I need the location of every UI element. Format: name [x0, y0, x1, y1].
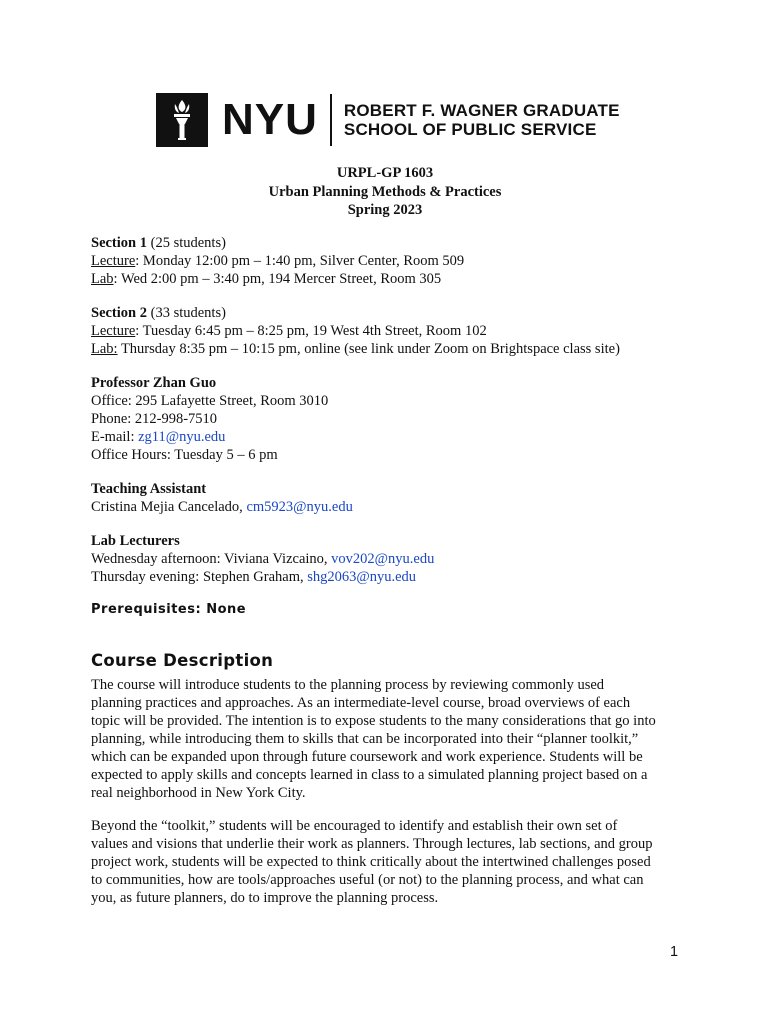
section2-lecture-label: Lecture: [91, 323, 136, 339]
lab-lecturer-thu-email-link[interactable]: shg2063@nyu.edu: [307, 569, 417, 585]
paragraph-line: Beyond the “toolkit,” students will be encouraged to identify and establish their own set of: [91, 818, 618, 834]
section1-heading-line: [91, 234, 226, 252]
ta-email-link[interactable]: cm5923@nyu.edu: [246, 499, 353, 515]
school-name: [344, 101, 620, 139]
section2-count: (33 students): [146, 305, 226, 321]
paragraph-line: planning practices and approaches. As an intermediate-level course, broad overviews of each: [91, 695, 631, 711]
school-name-line2: SCHOOL OF PUBLIC SERVICE: [343, 120, 597, 139]
section1-count: (25 students): [146, 235, 226, 251]
page-number: 1: [670, 944, 679, 960]
paragraph-line: values and visions that underlie their work as planners. Through lectures, lab sections, and group: [91, 836, 653, 852]
nyu-wagner-logo: [156, 92, 620, 148]
paragraph-line: planning, while introducing them to skills that can be incorporated into their “planner toolkit,”: [91, 731, 639, 747]
paragraph-line: expected to apply skills and concepts learned in class to a simulated planning project based on a: [91, 767, 648, 783]
section1-lecture: [91, 252, 464, 270]
section2-lecture: [91, 322, 487, 340]
lab-lecturer-thu: [91, 568, 416, 586]
paragraph-line: to communities, how are tools/approaches useful (or not) to the planning process, and what can: [91, 872, 644, 888]
professor-heading: Professor Zhan Guo: [91, 375, 217, 391]
logo-divider: [330, 94, 332, 146]
torch-icon: [156, 93, 208, 147]
paragraph-line: real neighborhood in New York City.: [91, 785, 306, 801]
section1-lab: [91, 270, 441, 288]
course-description-paragraph-1: [91, 676, 691, 802]
professor-email-link[interactable]: zg11@nyu.edu: [138, 429, 226, 445]
ta-heading: Teaching Assistant: [91, 481, 207, 497]
school-name-line1: ROBERT F. WAGNER GRADUATE: [343, 101, 620, 120]
paragraph-line: The course will introduce students to the planning process by reviewing commonly used: [91, 677, 605, 693]
section2-lab: [91, 340, 620, 358]
section2-lab-label: Lab:: [91, 341, 118, 357]
lab-lecturers-heading: Lab Lecturers: [91, 533, 180, 549]
lab-lecturer-wed: [91, 550, 434, 568]
course-code: URPL-GP 1603: [336, 165, 434, 181]
section2-lab-text: Thursday 8:35 pm – 10:15 pm, online (see link under Zoom on Brightspace class site): [117, 341, 620, 357]
course-title-block: [0, 164, 770, 220]
logo-wordmark: NYU: [222, 95, 318, 144]
course-term: Spring 2023: [347, 202, 423, 218]
paragraph-line: topic will be provided. The intention is to expose students to the many considerations that go into: [91, 713, 656, 729]
ta-line: [91, 498, 353, 516]
course-description-paragraph-2: [91, 817, 691, 907]
section1-lecture-text: : Monday 12:00 pm – 1:40 pm, Silver Center, Room 509: [135, 253, 465, 269]
course-description-heading: Course Description: [91, 651, 274, 670]
ta-name: Cristina Mejia Cancelado,: [91, 499, 247, 515]
section2-heading: Section 2: [91, 305, 147, 321]
professor-office: Office: 295 Lafayette Street, Room 3010: [91, 393, 329, 409]
paragraph-line: which can be expanded upon through future coursework and work experience. Students will be: [91, 749, 643, 765]
section1-lecture-label: Lecture: [91, 253, 136, 269]
prerequisites: Prerequisites: None: [91, 602, 247, 617]
section2-lecture-text: : Tuesday 6:45 pm – 8:25 pm, 19 West 4th Street, Room 102: [135, 323, 487, 339]
professor-email-line: [91, 428, 225, 446]
professor-office-hours: Office Hours: Tuesday 5 – 6 pm: [91, 447, 278, 463]
lab-lecturer-wed-text: Wednesday afternoon: Viviana Vizcaino,: [91, 551, 332, 567]
section1-lab-label: Lab: [91, 271, 114, 287]
section1-lab-text: : Wed 2:00 pm – 3:40 pm, 194 Mercer Street, Room 305: [113, 271, 442, 287]
paragraph-line: project work, students will be expected to think critically about the intertwined challenges posed: [91, 854, 651, 870]
lab-lecturer-thu-text: Thursday evening: Stephen Graham,: [91, 569, 308, 585]
course-title: Urban Planning Methods & Practices: [268, 183, 502, 200]
professor-phone: Phone: 212-998-7510: [91, 411, 218, 427]
lab-lecturer-wed-email-link[interactable]: vov202@nyu.edu: [331, 551, 435, 567]
professor-email-label: E-mail:: [91, 429, 139, 445]
section2-heading-line: [91, 304, 226, 322]
paragraph-line: you, as future planners, do to improve the planning process.: [91, 890, 439, 906]
section1-heading: Section 1: [91, 235, 147, 251]
